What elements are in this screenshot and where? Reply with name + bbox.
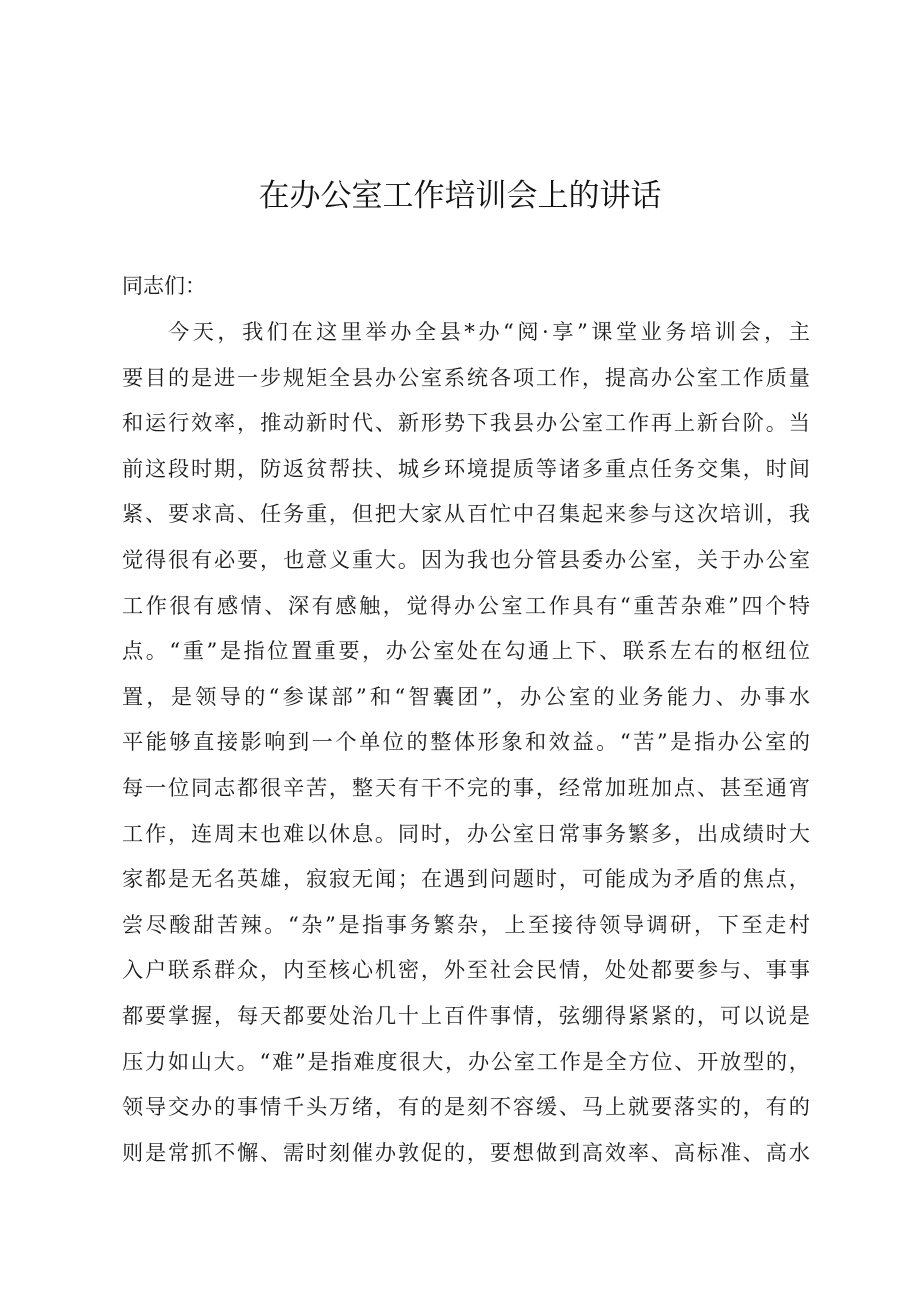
document-title: 在办公室工作培训会上的讲话 <box>258 178 662 214</box>
text-line: 置，是领导的“参谋部”和“智囊团”，办公室的业务能力、办事水 <box>122 683 810 709</box>
text-line: 觉得很有必要，也意义重大。因为我也分管县委办公室，关于办公室 <box>122 546 810 572</box>
text-line: 家都是无名英雄，寂寂无闻；在遇到问题时，可能成为矛盾的焦点， <box>122 866 810 892</box>
text-line: 工作，连周末也难以休息。同时，办公室日常事务繁多，出成绩时大 <box>122 820 810 846</box>
text-line: 则是常抓不懈、需时刻催办敦促的，要想做到高效率、高标准、高水 <box>122 1139 810 1165</box>
text-line: 点。“重”是指位置重要，办公室处在勾通上下、联系左右的枢纽位 <box>122 638 810 664</box>
text-line: 每一位同志都很辛苦，整天有干不完的事，经常加班加点、甚至通宵 <box>122 774 810 800</box>
text-line: 平能够直接影响到一个单位的整体形象和效益。“苦”是指办公室的 <box>122 729 810 755</box>
text-line: 工作很有感情、深有感触，觉得办公室工作具有“重苦杂难”四个特 <box>122 592 810 618</box>
text-line: 今天，我们在这里举办全县*办“阅·享”课堂业务培训会，主 <box>168 319 810 344</box>
text-line: 紧、要求高、任务重，但把大家从百忙中召集起来参与这次培训，我 <box>122 501 810 527</box>
text-line: 都要掌握，每天都要处治几十上百件事情，弦绷得紧紧的，可以说是 <box>122 1002 810 1028</box>
text-line: 尝尽酸甜苦辣。“杂”是指事务繁杂，上至接待领导调研，下至走村 <box>122 911 810 937</box>
text-line: 领导交办的事情千头万绪，有的是刻不容缓、马上就要落实的，有的 <box>122 1094 810 1120</box>
text-line: 前这段时期，防返贫帮扶、城乡环境提质等诸多重点任务交集，时间 <box>122 455 810 481</box>
salutation: 同志们： <box>122 274 206 298</box>
text-line: 要目的是进一步规矩全县办公室系统各项工作，提高办公室工作质量 <box>122 364 810 390</box>
speech-body <box>122 309 810 1175</box>
text-line: 和运行效率，推动新时代、新形势下我县办公室工作再上新台阶。当 <box>122 410 810 436</box>
text-line: 入户联系群众，内至核心机密，外至社会民情，处处都要参与、事事 <box>122 957 810 983</box>
text-line: 压力如山大。“难”是指难度很大，办公室工作是全方位、开放型的， <box>122 1048 810 1074</box>
